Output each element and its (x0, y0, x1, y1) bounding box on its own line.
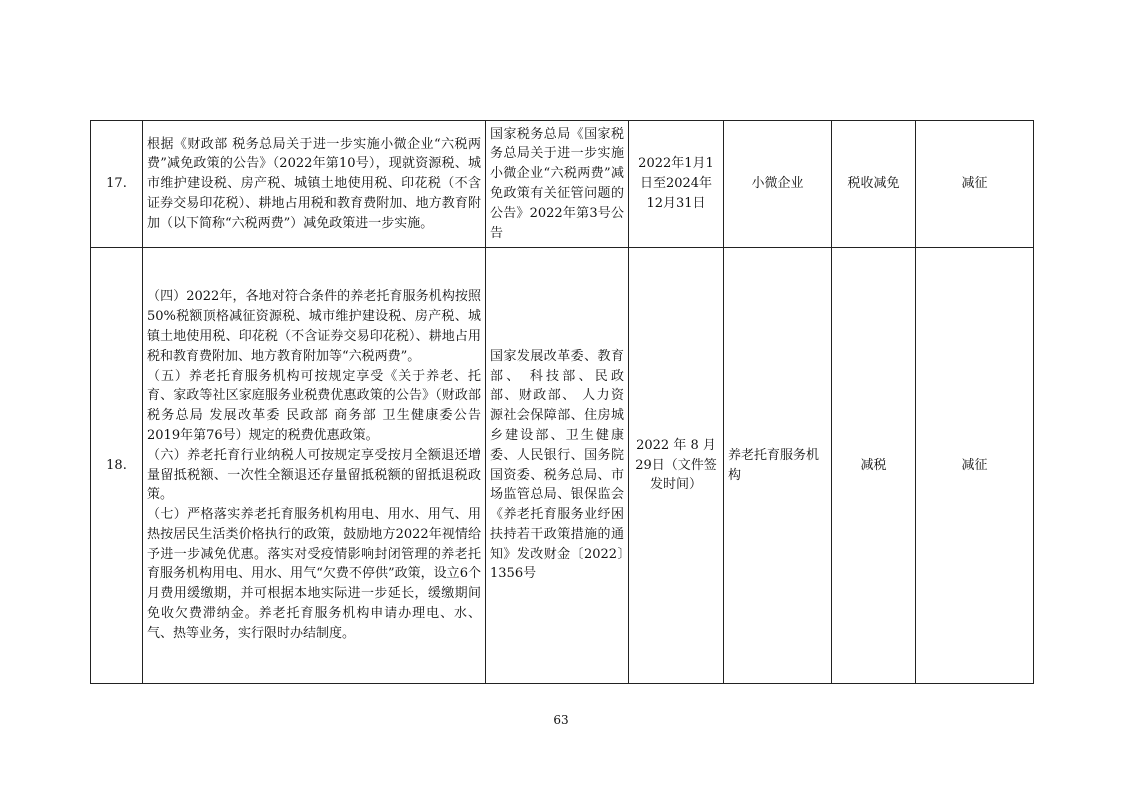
row-index: 18. (91, 248, 143, 684)
content-paragraph: （六）养老托育行业纳税人可按规定享受按月全额退还增量留抵税额、一次性全额退还存量留抵税额的留抵退税政策。 (147, 447, 481, 503)
policy-basis: 国家发展改革委、教育部、 科技部、民政部、财政部、 人力资源社会保障部、住房城乡建设部、卫生健康委、人民银行、国务院国资委、税务总局、市场监管总局、银保监会《养老托育服务业纾困扶持若干政策措施的通知》发改财金〔2022〕1356号 (486, 248, 629, 684)
table-row (91, 248, 1034, 684)
policy-subject: 养老托育服务机构 (724, 248, 832, 684)
content-paragraph: （七）严格落实养老托育服务机构用电、用水、用气、用热按居民生活类价格执行的政策，鼓励地方2022年视情给予进一步减免优惠。落实对受疫情影响封闭管理的养老托育服务机构用电、用水、用气“欠费不停供”政策，设立6个月费用缓缴期，并可根据本地实际进一步延长，缓缴期间免收欠费滞纳金。养老托育服务机构申请办理电、水、气、热等业务，实行限时办结制度。 (147, 507, 481, 641)
policy-table (90, 120, 1034, 684)
policy-content (143, 121, 486, 248)
policy-basis: 国家税务总局《国家税务总局关于进一步实施小微企业“六税两费”减免政策有关征管问题的公告》2022年第3号公告 (486, 121, 629, 248)
policy-type: 减税 (832, 248, 916, 684)
content-paragraph: （五）养老托育服务机构可按规定享受《关于养老、托育、家政等社区家庭服务业税费优惠政策的公告》（财政部 税务总局 发展改革委 民政部 商务部 卫生健康委公告2019年第76号）规定的税费优惠政策。 (147, 368, 481, 443)
content-paragraph: （四）2022年，各地对符合条件的养老托育服务机构按照50%税额顶格减征资源税、城市维护建设税、房产税、城镇土地使用税、印花税（不含证券交易印花税）、耕地占用税和教育费附加、地方教育附加等“六税两费”。 (147, 289, 481, 364)
policy-content (143, 248, 486, 684)
policy-method: 减征 (916, 121, 1034, 248)
policy-period: 2022年1月1日至2024年12月31日 (629, 121, 724, 248)
policy-type: 税收减免 (832, 121, 916, 248)
policy-period: 2022 年 8 月29日（文件签发时间） (629, 248, 724, 684)
policy-method: 减征 (916, 248, 1034, 684)
table-row (91, 121, 1034, 248)
row-index: 17. (91, 121, 143, 248)
content-paragraph: 根据《财政部 税务总局关于进一步实施小微企业“六税两费”减免政策的公告》（2022年第10号），现就资源税、城市维护建设税、房产税、城镇土地使用税、印花税（不含证券交易印花税）、耕地占用税和教育费附加、地方教育附加（以下简称“六税两费”）减免政策进一步实施。 (147, 136, 481, 231)
page-number: 63 (553, 713, 569, 727)
policy-subject: 小微企业 (724, 121, 832, 248)
